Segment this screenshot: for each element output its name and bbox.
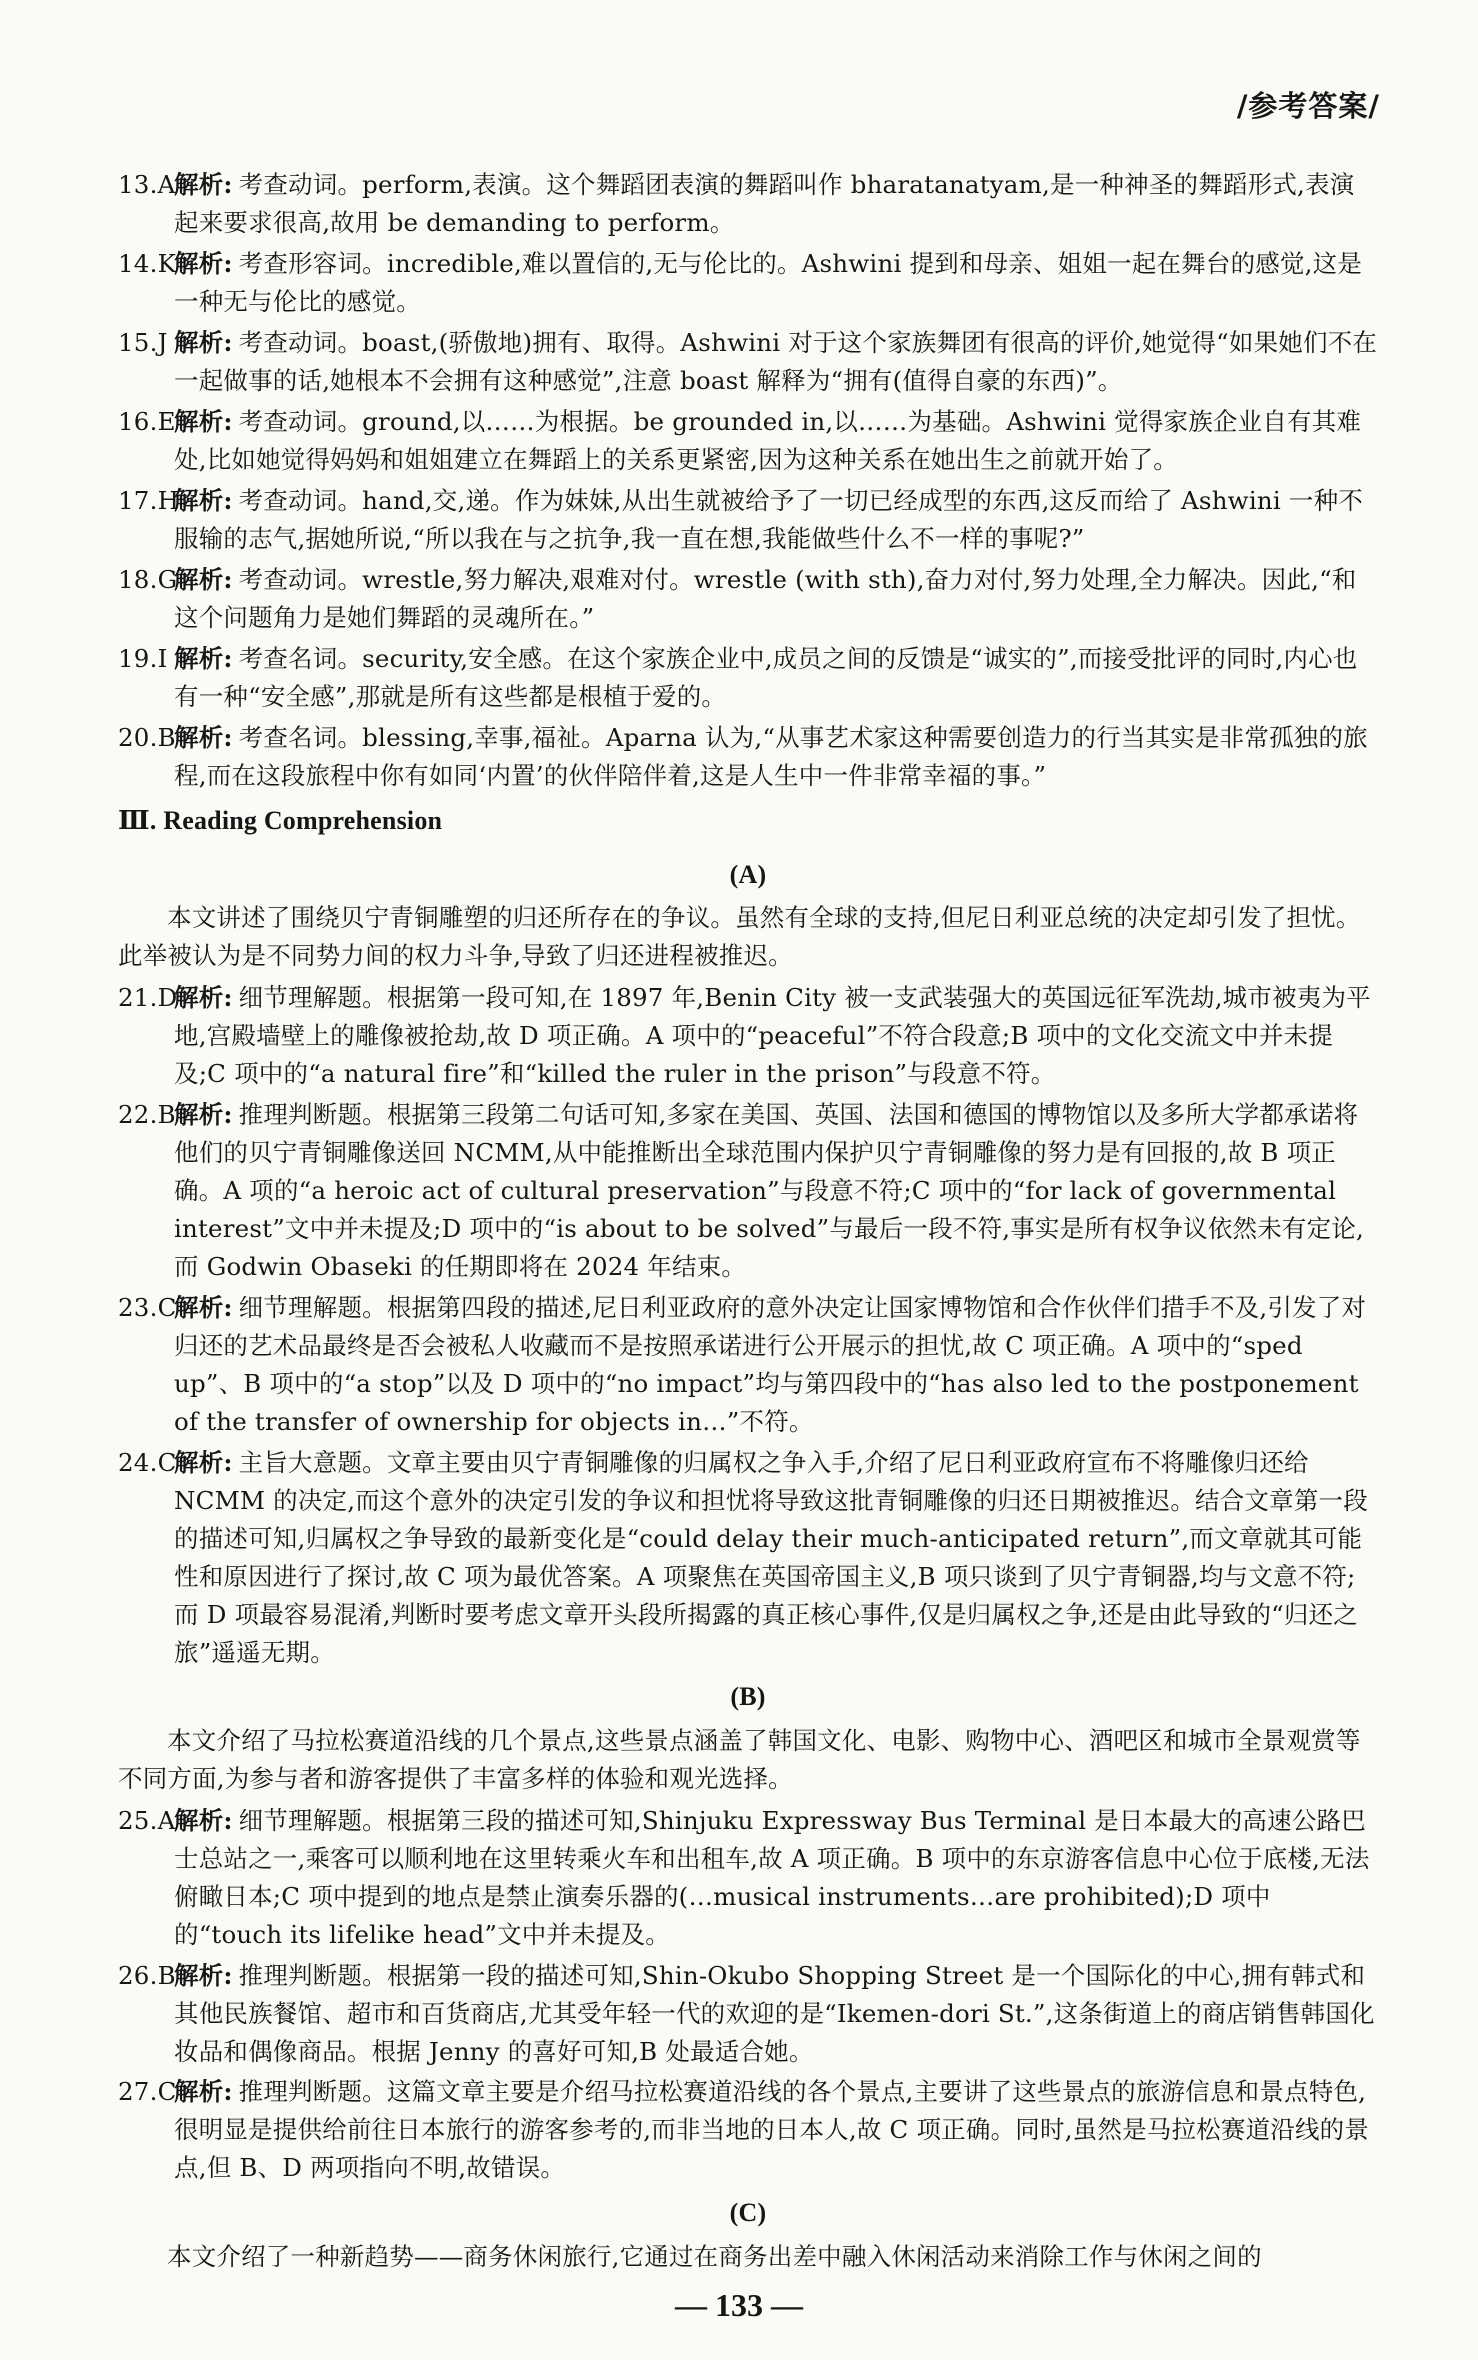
answer-number: 13.A: [118, 170, 176, 199]
section-title: Ⅲ. Reading Comprehension: [118, 805, 443, 835]
answer-item: [118, 166, 1378, 242]
answer-number: 27.C: [118, 2077, 177, 2107]
part-b-label: (B): [730, 1682, 766, 1712]
vocab-answers: [118, 166, 1378, 795]
answer-text: 考查动词。ground,以……为根据。be grounded in,以……为基础。Ashwini 觉得家族企业自有其难处,比如她觉得妈妈和姐姐建立在舞蹈上的关系更紧密,因为这种关系在她出生之前就开始了。: [174, 406, 1362, 474]
answer-item: [118, 1957, 1378, 2071]
answer-item: [118, 561, 1378, 637]
answer-number: 18.G: [118, 564, 178, 594]
analysis-label: 解析:: [174, 327, 233, 357]
answer-text: 细节理解题。根据第一段可知,在 1897 年,Benin City 被一支武装强大的英国远征军洗劫,城市被夷为平地,宫殿墙壁上的雕像被抢劫,故 D 项正确。A 项中的“peaceful”不符合段意;B 项中的文化交流文中并未提及;C 项中的“a natural fire”和“killed the ruler in the prison”与段意不符。: [174, 983, 1371, 1088]
answer-item: [118, 719, 1378, 795]
answer-text: 考查动词。hand,交,递。作为妹妹,从出生就被给予了一切已经成型的东西,这反而给了 Ashwini 一种不服输的志气,据她所说,“所以我在与之抗争,我一直在想,我能做些什么不一样的事呢?”: [174, 485, 1363, 553]
answer-item: [118, 324, 1378, 400]
analysis-label: 解析:: [174, 1099, 233, 1129]
analysis-label: 解析:: [174, 485, 233, 515]
answer-item: [118, 1096, 1378, 1286]
analysis-label: 解析:: [174, 1805, 233, 1835]
answer-item: [118, 245, 1378, 321]
answer-number: 16.E: [118, 406, 176, 436]
answer-text: 推理判断题。根据第三段第二句话可知,多家在美国、英国、法国和德国的博物馆以及多所大学都承诺将他们的贝宁青铜雕像送回 NCMM,从中能推断出全球范围内保护贝宁青铜雕像的努力是有回报的,故 B 项正确。A 项的“a heroic act of cultural preservation”与段意不符;C 项中的“for lack of governmental interest”文中并未提及;D 项中的“is about to be solved”与最后一段不符,事实是所有权争议依然未有定论,而 Godwin Obaseki 的任期即将在 2024 年结束。: [174, 1099, 1365, 1281]
analysis-label: 解析:: [174, 643, 233, 673]
answer-text: 考查动词。perform,表演。这个舞蹈团表演的舞蹈叫作 bharatanatyam,是一种神圣的舞蹈形式,表演起来要求很高,故用 be demanding to perform。: [174, 170, 1355, 237]
answer-text: 主旨大意题。文章主要由贝宁青铜雕像的归属权之争入手,介绍了尼日利亚政府宣布不将雕像归还给 NCMM 的决定,而这个意外的决定引发的争议和担忧将导致这批青铜雕像的归还日期被推迟。结合文章第一段的描述可知,归属权之争导致的最新变化是“could delay their much-anticipated return”,而文章就其可能性和原因进行了探讨,故 C 项为最优答案。A 项聚焦在英国帝国主义,B 项只谈到了贝宁青铜器,均与文意不符;而 D 项最容易混淆,判断时要考虑文章开头段所揭露的真正核心事件,仅是归属权之争,还是由此导致的“归还之旅”遥遥无期。: [174, 1447, 1368, 1667]
answer-item: [118, 1802, 1378, 1954]
answer-content: [118, 166, 1378, 2280]
page-number: — 133 —: [675, 2287, 803, 2323]
part-c-label: (C): [729, 2198, 767, 2228]
answer-number: 23.C: [118, 1292, 177, 1322]
answer-item: [118, 1444, 1378, 1672]
analysis-label: 解析:: [174, 1447, 233, 1477]
analysis-label: 解析:: [174, 1292, 233, 1322]
part-c-summary: 本文介绍了一种新趋势——商务休闲旅行,它通过在商务出差中融入休闲活动来消除工作与休闲之间的: [167, 2241, 1262, 2271]
analysis-label: 解析:: [174, 564, 233, 594]
answer-number: 20.B: [118, 722, 176, 752]
answer-number: 19.I: [118, 643, 168, 673]
page-header: /参考答案/: [1236, 89, 1380, 123]
answer-number: 25.A: [118, 1805, 176, 1835]
answer-text: 细节理解题。根据第四段的描述,尼日利亚政府的意外决定让国家博物馆和合作伙伴们措手不及,引发了对归还的艺术品最终是否会被私人收藏而不是按照承诺进行公开展示的担忧,故 C 项正确。A 项中的“sped up”、B 项中的“a stop”以及 D 项中的“no impact”均与第四段中的“has also led to the postponement of the transfer of ownership for objects in…”不符。: [174, 1292, 1367, 1436]
answer-text: 推理判断题。这篇文章主要是介绍马拉松赛道沿线的各个景点,主要讲了这些景点的旅游信息和景点特色,很明显是提供给前往日本旅行的游客参考的,而非当地的日本人,故 C 项正确。同时,虽然是马拉松赛道沿线的景点,但 B、D 两项指向不明,故错误。: [174, 2077, 1370, 2183]
analysis-label: 解析:: [174, 983, 233, 1013]
answer-item: [118, 403, 1378, 479]
answer-item: [118, 640, 1378, 716]
answer-item: [118, 2073, 1378, 2187]
analysis-label: 解析:: [174, 170, 233, 199]
answer-text: 细节理解题。根据第三段的描述可知,Shinjuku Expressway Bus Terminal 是日本最大的高速公路巴士总站之一,乘客可以顺利地在这里转乘火车和出租车,故 A 项正确。B 项中的东京游客信息中心位于底楼,无法俯瞰日本;C 项中提到的地点是禁止演奏乐器的(…musical instruments…are prohibited);D 项中的“touch its lifelike head”文中并未提及。: [174, 1805, 1370, 1949]
analysis-label: 解析:: [174, 248, 233, 278]
answer-item: [118, 1289, 1378, 1441]
answer-text: 考查动词。boast,(骄傲地)拥有、取得。Ashwini 对于这个家族舞团有很高的评价,她觉得“如果她们不在一起做事的话,她根本不会拥有这种感觉”,注意 boast 解释为“拥有(值得自豪的东西)”。: [174, 327, 1378, 395]
answer-item: [118, 482, 1378, 558]
answer-text: 推理判断题。根据第一段的描述可知,Shin-Okubo Shopping Street 是一个国际化的中心,拥有韩式和其他民族餐馆、超市和百货商店,尤其受年轻一代的欢迎的是“Ikemen-dori St.”,这条街道上的商店销售韩国化妆品和偶像商品。根据 Jenny 的喜好可知,B 处最适合她。: [174, 1960, 1375, 2066]
part-b-summary: 本文介绍了马拉松赛道沿线的几个景点,这些景点涵盖了韩国文化、电影、购物中心、酒吧区和城市全景观赏等不同方面,为参与者和游客提供了丰富多样的体验和观光选择。: [118, 1725, 1361, 1793]
part-a-label: (A): [729, 859, 767, 889]
part-a-summary: 本文讲述了围绕贝宁青铜雕塑的归还所存在的争议。虽然有全球的支持,但尼日利亚总统的决定却引发了担忧。此举被认为是不同势力间的权力斗争,导致了归还进程被推迟。: [118, 903, 1361, 971]
answer-number: 17.H: [118, 485, 180, 515]
analysis-label: 解析:: [174, 406, 233, 436]
answer-number: 22.B: [118, 1099, 176, 1129]
answer-number: 14.K: [118, 248, 177, 278]
answer-item: [118, 979, 1378, 1093]
analysis-label: 解析:: [174, 722, 233, 752]
answer-text: 考查形容词。incredible,难以置信的,无与伦比的。Ashwini 提到和母亲、姐姐一起在舞台的感觉,这是一种无与伦比的感觉。: [174, 248, 1363, 316]
answer-number: 24.C: [118, 1447, 177, 1477]
analysis-label: 解析:: [174, 1960, 233, 1990]
answer-text: 考查名词。security,安全感。在这个家族企业中,成员之间的反馈是“诚实的”,而接受批评的同时,内心也有一种“安全感”,那就是所有这些都是根植于爱的。: [174, 643, 1358, 711]
answer-text: 考查动词。wrestle,努力解决,艰难对付。wrestle (with sth),奋力对付,努力处理,全力解决。因此,“和这个问题角力是她们舞蹈的灵魂所在。”: [174, 564, 1357, 632]
analysis-label: 解析:: [174, 2077, 233, 2107]
answer-text: 考查名词。blessing,幸事,福祉。Aparna 认为,“从事艺术家这种需要创造力的行当其实是非常孤独的旅程,而在这段旅程中你有如同‘内置’的伙伴陪伴着,这是人生中一件非常幸福的事。”: [174, 722, 1368, 790]
answer-number: 15.J: [118, 327, 168, 357]
answer-number: 21.D: [118, 983, 178, 1013]
answer-number: 26.B: [118, 1960, 176, 1990]
